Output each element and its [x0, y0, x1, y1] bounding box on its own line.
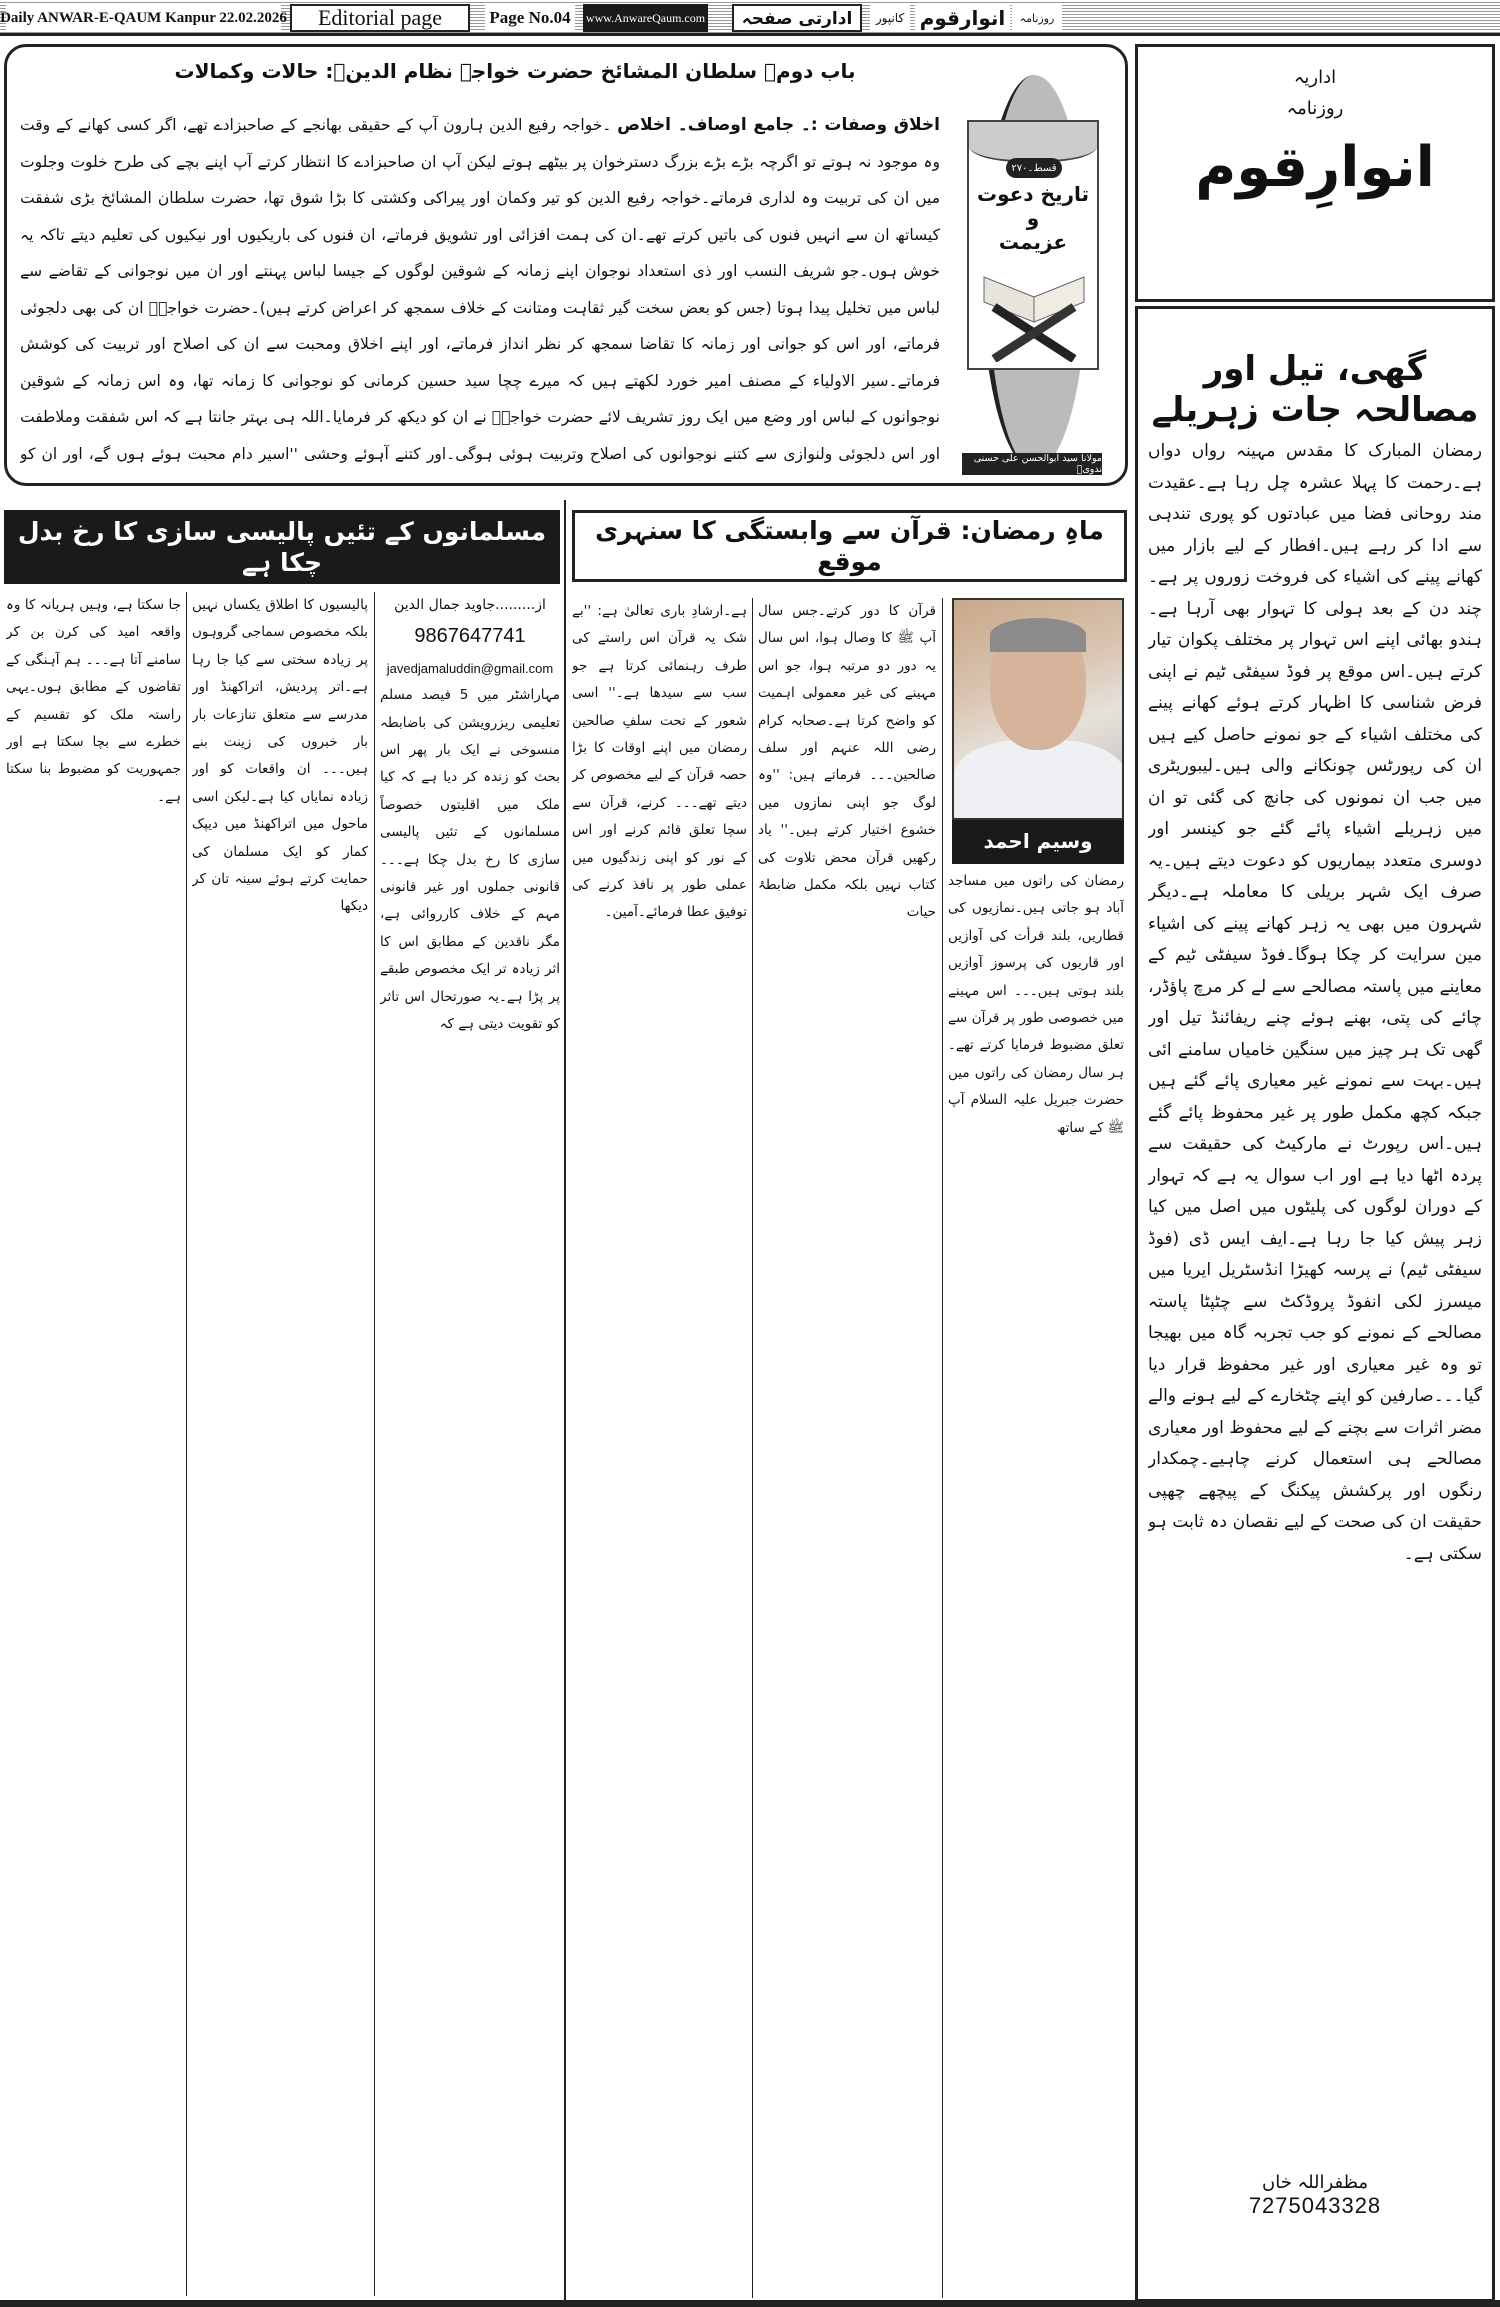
serial-artwork	[957, 75, 1107, 480]
column-text: مہاراشٹر میں 5 فیصد مسلم تعلیمی ریزرویشن کی باضابطہ منسوخی نے ایک بار پھر اس بحث کو زندہ کر دیا ہے کہ کیا ملک میں اقلیتوں خصوصاً مسلمانوں کے تئیں پالیسی سازی کا رخ بدل چکا ہے۔۔۔ قانونی جملوں اور غیر قانونی مہم کے خلاف کارروائی ہے، مگر ناقدین کے مطابق اس کا اثر زیادہ تر ایک مخصوص طبقے پر پڑا ہے۔یہ صورتحال اس تاثر کو تقویت دیتی ہے کہ	[380, 687, 560, 1033]
column-divider	[942, 598, 943, 2298]
editorial-masthead	[1135, 44, 1495, 302]
column-divider	[752, 598, 753, 2298]
page-header-strip	[0, 0, 1500, 36]
byline-phone: 9867647741	[414, 625, 526, 648]
editorial-author: مظفراللہ خاں	[1262, 2172, 1368, 2193]
masthead-daily-label: روزنامہ	[1286, 98, 1344, 119]
city-label: کانپور	[870, 4, 910, 32]
left-article-headline: مسلمانوں کے تئیں پالیسی سازی کا رخ بدل چکا ہے	[4, 510, 560, 584]
serial-book-title	[969, 182, 1097, 254]
middle-article-column: قرآن کا دور کرتے۔جس سال آپ ﷺ کا وصال ہوا، اس سال یہ دور دو مرتبہ ہوا، جو اس مہینے کی غیر معمولی اہمیت کو واضح کرتا ہے۔صحابہ کرام رضی اللہ عنہم اور سلف صالحین۔۔۔ فرماتے ہیں: ''وہ لوگ جو اپنی نمازوں میں خشوع اختیار کرتے ہیں۔'' یاد رکھیں قرآن محض تلاوت کی کتاب نہیں بلکہ مکمل ضابطۂ حیات	[758, 603, 936, 921]
editorial-phone: 7275043328	[1248, 2193, 1382, 2218]
serial-article-box	[4, 44, 1128, 486]
byline	[380, 592, 560, 682]
paper-name-logo: انوارقوم	[915, 4, 1010, 32]
column-divider	[374, 592, 375, 2296]
left-article-column: جا سکتا ہے، وہیں ہریانہ کا وہ واقعہ امید کی کرن بن کر سامنے آتا ہے۔۔۔ ہم آہنگی کے تقاضوں کے مطابق ہوں۔یہی راستہ ملک کو تقسیم کے خطرے سے بچا سکتا ہے اور جمہوریت کو مضبوط بنا سکتا ہے۔	[6, 597, 181, 805]
column-divider	[186, 592, 187, 2296]
column-text: رمضان کی راتوں میں مساجد آباد ہو جاتی ہیں۔نمازیوں کی قطاریں، بلند قرأت کی آوازیں اور قاریوں کی پرسوز آوازیں بلند ہوتی ہیں۔۔۔ اس مہینے میں خصوصی طور پر قرآن سے تعلق مضبوط فرمایا کرتے تھے۔ہر سال رمضان کی راتوں میں حضرت جبریل علیہ السلام آپ ﷺ کے ساتھ	[948, 873, 1124, 1136]
book-title-line: عزیمت	[998, 230, 1068, 254]
book-title-line: و	[1026, 206, 1040, 230]
editorial-body: رمضان المبارک کا مقدس مہینہ رواں دواں ہے۔رحمت کا پہلا عشرہ چل رہا ہے۔عقیدت مند روحانی فضا میں عبادتوں کو پوری تندہی سے ادا کر رہے ہیں۔افطار کے لیے بازار میں کھانے پینے کی اشیاء کی فروخت زوروں پر ہے۔چند دن کے بعد ہولی کا تہوار بھی آرہا ہے۔ہندو بھائی اپنے اس تہوار پر مختلف پکوان تیار کرتے ہیں۔اس موقع پر فوڈ سیفٹی ٹیم نے اپنی فرض شناسی کا اظہار کرتے ہوئے کھانے پینے کی مختلف اشیاء کے جو نمونے حاصل کیے ہیں ان کی رپورٹس چونکانے والی ہیں۔لیبوریٹری میں جب ان نمونوں کی جانچ کی گئی تو ان میں زہریلے اشیاء پائے گئے جو کینسر اور دوسری متعدد بیماریوں کو دعوت دیتے ہیں۔یہ صرف ایک شہر بریلی کا معاملہ ہے۔دیگر شہرون میں بھی یہ زہر کھانے پینے کی اشیاء مین سرایت کر چکا ہوگا۔فوڈ سیفٹی ٹیم کے معاینے میں پاستہ مصالحے سے لے کر مرچ پاؤڈر، چائے کی پتی، بھنے ہوئے چنے ریفائنڈ تیل اور گھی تک ہر چیز میں سنگین خامیاں سامنے ائی ہیں۔بہت سے نمونے غیر معیاری پائے گئے ہیں جبکہ کچھ مکمل طور پر غیر محفوظ پائے گئے ہیں۔اس رپورٹ نے مارکیٹ کی حقیقت سے پردہ اٹھا دیا ہے اور اب سوال یہ ہے کہ تہوار کے دوران لوگوں کی پلیٹوں میں اصل میں کیا زہر پیش کیا جا رہا ہے۔ایف ایس ڈی (فوڈ سیفٹی ٹیم) نے پرسہ کھیڑا انڈسٹریل ایریا میں میسرز لکی انفوڈ پروڈکٹ سے چٹپٹا پاستہ مصالحے کے نمونے کو جب تجربہ گاہ میں بھیجا تو وہ غیر معیاری اور غیر محفوظ قرار دیا گیا۔۔۔صارفین کو اپنے چٹخارے کے لیے ہونے والے مضر اثرات سے بچنے کے لیے محفوظ اور معیاری مصالحے ہی استعمال کرنے چاہیے۔چمکدار رنگوں اور پرکشش پیکنگ کے پیچھے چھپی حقیقت ان کی صحت کے لیے نقصان دہ ثابت ہو سکتی ہے۔	[1148, 441, 1482, 1564]
section-label: Editorial page	[290, 4, 470, 32]
episode-badge: قسط۔۲۷۰	[1006, 158, 1062, 178]
byline-email[interactable]: javedjamaluddin@gmail.com	[386, 660, 554, 676]
middle-article-headline: ماہِ رمضان: قرآن سے وابستگی کا سنہری موقع	[572, 510, 1127, 582]
book-title-line: تاریخ دعوت	[977, 182, 1089, 206]
paper-date-label: Daily ANWAR-E-QAUM Kanpur 22.02.2026	[6, 4, 281, 32]
left-article-column	[380, 592, 560, 2296]
editorial-headline: گھی، تیل اور مصالحہ جات زہریلے	[1151, 349, 1479, 430]
page-number: Page No.04	[485, 4, 575, 32]
website-link[interactable]: www.AnwareQaum.com	[583, 4, 708, 32]
byline-author: از.........جاوید جمال الدین	[394, 597, 546, 613]
photo-hair	[990, 618, 1086, 652]
section-label-urdu: ادارتی صفحہ	[732, 4, 862, 32]
middle-article-column	[948, 598, 1124, 2296]
serial-lead: اخلاق وصفات :۔ جامع اوصاف۔ اخلاص	[617, 115, 940, 135]
serial-author: مولانا سید ابوالحسن علی حسنی ندویؒ	[962, 453, 1102, 475]
serial-text: ۔خواجہ رفیع الدین ہارون آپ کے حقیقی بھانجے کے صاحبزادے تھے، اگر کسی کھانے کے وقت وہ موجود نہ ہوتے تو اگرچہ بڑے بڑے بزرگ دسترخوان پر بیٹھے ہوتے لیکن آپ ان صاحبزادے کا انتظار کرتے آپ اپنے بچے کی طرح خلوت وجلوت میں ان کی تربیت وہ لداری فرماتے۔خواجہ رفیع الدین کو تیر وکمان اور پیراکی وکشتی کا بڑا شوق تھا، حضرت سلطان المشائخ بڑی شفقت کیساتھ ان سے انہیں فنوں کی باتیں کرتے تھے۔ان کی ہمت افزائی اور تشویق فرماتے، ان فنوں کی باریکیوں اور نیکیوں کی تعلیم دیتے تاکہ یہ خوش ہوں۔جو شریف النسب اور ذی استعداد نوجوان اپنے زمانہ کے شوقین لوگوں کے جیسا لباس پہنتے اور ان میں نوجوانی کے تقاضے سے لباس میں تخلیل پیدا ہوتا (جس کو بعض سخت گیر ثقاہت ومتانت کے خلاف سمجھ کر اعراض کرتے ہیں)۔حضرت خواجہؒ ان کی بھی دلجوئی فرماتے، اور اس کو جوانی اور زمانہ کا تقاضا سمجھ کر نظر انداز فرماتے، اور اپنے اخلاق ومحبت سے ان کی اصلاح اور تربیت کی کوشش فرماتے۔سیر الاولیاء کے مصنف امیر خورد لکھتے ہیں کہ میرے چچا سید حسین کرمانی کو نوجوانی کا زمانہ تھا، وہ اس زمانہ کے شوقین نوجوانوں کے لباس اور وضع میں ایک روز تشریف لائے حضرت خواجہؒ نے ان کو دیکھ کر فرمایا۔اللہ ہی بہتر جانتا ہے کہ اس شفقت وملاطفت اور اس دلجوئی ولنوازی سے کتنے نوجوانوں کی اصلاح وتربیت ہوئی ہوگی۔اور کتنے آہوئے وحشی ''اسیر دام محبت ہوئے ہوں گے، اور ان کو	[20, 116, 940, 463]
quran-stand-icon	[979, 267, 1089, 362]
bottom-rule	[0, 2300, 1500, 2307]
left-article-column: پالیسیوں کا اطلاق یکساں نہیں بلکہ مخصوص سماجی گروہوں پر زیادہ سختی سے کیا جا رہا ہے۔اتر پردیش، اتراکھنڈ اور مدرسے سے متعلق تنازعات بار بار خبروں کی زینت بنے ہیں۔۔۔ ان واقعات کو اور زیادہ نمایاں کیا ہے۔لیکن اسی ماحول میں اتراکھنڈ میں دیپک کمار کو ایک مسلمان کی حمایت کرتے ہوئے سینہ تان کر دیکھا	[192, 597, 368, 915]
article-divider	[564, 500, 566, 2300]
editorial-box	[1135, 306, 1495, 2302]
author-photo	[952, 598, 1124, 820]
photo-shirt	[954, 740, 1124, 820]
serial-body	[20, 107, 940, 477]
cloud-decoration	[969, 122, 1097, 162]
photo-caption: وسیم احمد	[952, 820, 1124, 864]
daily-label: روزنامہ	[1012, 4, 1062, 32]
masthead-editorial-label: اداریہ	[1293, 67, 1337, 88]
middle-article-column: ہے۔ارشادِ باری تعالیٰ ہے: ''بے شک یہ قرآن اس راستے کی طرف رہنمائی کرتا ہے جو سب سے سیدھا ہے۔'' اسی شعور کے تحت سلفِ صالحین رمضان میں اپنے اوقات کا بڑا حصہ قرآن کے لیے مخصوص کر دیتے تھے۔۔۔ کرنے، قرآن سے سچا تعلق قائم کرنے اور اس کے نور کو اپنی زندگیوں میں عملی طور پر نافذ کرنے کی توفیق عطا فرمائے۔آمین۔	[572, 603, 747, 921]
serial-art-panel	[967, 120, 1099, 370]
serial-title: باب دوم۔ سلطان المشائخ حضرت خواجہ نظام الدینؒ: حالات وکمالات	[174, 59, 856, 83]
masthead-paper-name: انوارِقوم	[1195, 135, 1435, 200]
